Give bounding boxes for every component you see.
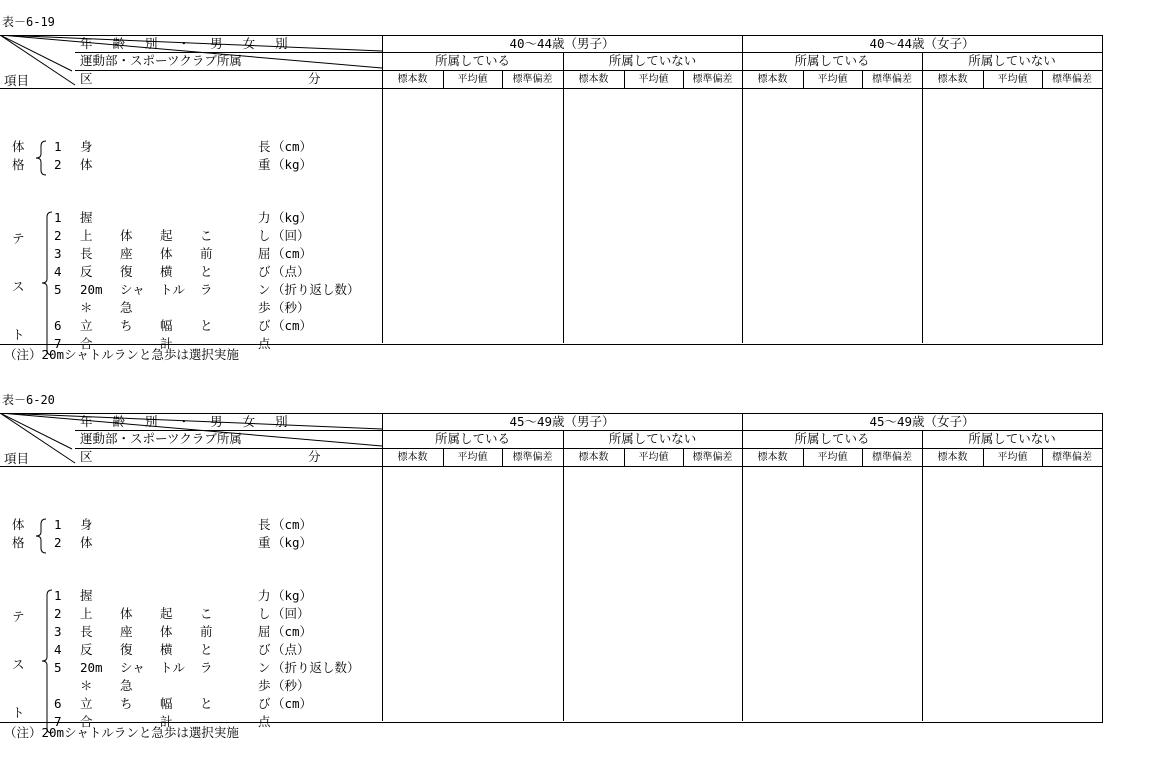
row-unit: （点） xyxy=(272,642,310,657)
header-rule xyxy=(0,88,1103,89)
row-number: 7 xyxy=(54,336,62,351)
row-item-name-char: 点 xyxy=(258,714,271,729)
row-item-name-char: こ xyxy=(200,228,213,243)
bracket-test-path xyxy=(42,590,52,733)
row-item-name-char: 上 xyxy=(80,606,93,621)
row-number: 6 xyxy=(54,318,62,333)
row-item-name-char: 重 xyxy=(258,157,271,172)
row-item-name-char: 屈 xyxy=(258,624,271,639)
row-unit: （kg） xyxy=(272,210,313,225)
table-block xyxy=(0,393,1103,748)
category-test-char: ス xyxy=(12,657,25,672)
column-header-mean: 平均値 xyxy=(457,452,488,463)
row-item-name-char: 長 xyxy=(80,624,93,639)
row-item-name-char: 体 xyxy=(80,535,93,550)
row-item-name-char: シャ xyxy=(120,282,145,297)
row-item-name-char: こ xyxy=(200,606,213,621)
row-item-name-char: 握 xyxy=(80,210,93,225)
row-item-name-char: び xyxy=(258,696,271,711)
category-body-char: 格 xyxy=(12,535,25,550)
row-item-name-char: ち xyxy=(120,318,133,333)
row-number: 6 xyxy=(54,696,62,711)
row-item-name-char: シャ xyxy=(120,660,145,675)
subheader-belong: 所属している xyxy=(434,431,510,446)
row-number: 1 xyxy=(54,588,62,603)
column-header-mean: 平均値 xyxy=(638,74,669,85)
group-header-male: 40～44歳（男子） xyxy=(509,36,615,51)
column-header-sd: 標準偏差 xyxy=(1052,452,1092,463)
column-header-mean: 平均値 xyxy=(638,452,669,463)
row-number: 2 xyxy=(54,228,62,243)
row-item-name-char: 力 xyxy=(258,588,271,603)
bracket-test xyxy=(40,589,54,734)
row-item-name-char: 20m xyxy=(80,660,103,675)
row-item-name-char: 握 xyxy=(80,588,93,603)
row-item-name-char: び xyxy=(258,318,271,333)
row-item-name-char: 合 xyxy=(80,714,93,729)
header-item: 項目 xyxy=(4,451,30,466)
row-item-name-char: 体 xyxy=(80,157,93,172)
column-rule xyxy=(563,52,564,343)
column-header-n: 標本数 xyxy=(578,452,609,463)
row-unit: （kg） xyxy=(272,157,313,172)
column-header-n: 標本数 xyxy=(757,74,788,85)
row-number: 3 xyxy=(54,246,62,261)
row-unit: （折り返し数） xyxy=(272,660,360,675)
row-unit: （cm） xyxy=(272,517,313,532)
row-item-name-char: 起 xyxy=(160,228,173,243)
category-test-char: ス xyxy=(12,279,25,294)
header-age-sex: 年 齢 別 ・ 男 女 別 xyxy=(80,414,288,429)
column-header-mean: 平均値 xyxy=(817,74,848,85)
row-item-name-char: と xyxy=(200,264,213,279)
column-header-sd: 標準偏差 xyxy=(1052,74,1092,85)
header-age-sex: 年 齢 別 ・ 男 女 別 xyxy=(80,36,288,51)
column-header-sd: 標準偏差 xyxy=(692,452,733,463)
row-item-name-char: 反 xyxy=(80,642,93,657)
category-test-char: ト xyxy=(12,327,25,342)
table-label: 表－6-20 xyxy=(2,393,55,407)
row-item-name-char: 座 xyxy=(120,246,133,261)
row-item-name-char: 身 xyxy=(80,517,93,532)
row-item-name-char: トル xyxy=(160,660,186,675)
header-rule xyxy=(75,70,1103,71)
row-item-name-char: し xyxy=(258,228,271,243)
row-item-name-char: 点 xyxy=(258,336,271,351)
row-item-name-char: 歩 xyxy=(258,678,271,693)
subheader-belong: 所属している xyxy=(794,53,870,68)
row-item-name-char: 幅 xyxy=(160,696,173,711)
row-item-name-char: 合 xyxy=(80,336,93,351)
header-club: 運動部・スポーツクラブ所属 xyxy=(80,53,242,68)
row-unit: （cm） xyxy=(272,696,313,711)
column-rule xyxy=(922,52,923,343)
row-unit: （kg） xyxy=(272,535,313,550)
row-item-name-char: 前 xyxy=(200,624,213,639)
header-ku: 区 xyxy=(80,449,93,464)
row-unit: （点） xyxy=(272,264,310,279)
bracket-body xyxy=(34,518,48,554)
bracket-body-path xyxy=(36,519,46,553)
category-body-char: 体 xyxy=(12,517,25,532)
column-header-n: 標本数 xyxy=(578,74,609,85)
column-header-mean: 平均値 xyxy=(457,74,488,85)
header-club: 運動部・スポーツクラブ所属 xyxy=(80,431,242,446)
column-header-mean: 平均値 xyxy=(997,452,1028,463)
subheader-belong: 所属している xyxy=(794,431,870,446)
row-item-name-char: トル xyxy=(160,282,186,297)
category-body-char: 格 xyxy=(12,157,25,172)
bracket-body xyxy=(34,140,48,176)
row-item-name-char: ン xyxy=(258,282,271,297)
row-number: 2 xyxy=(54,535,62,550)
row-item-name-char: 20m xyxy=(80,282,103,297)
footnote: （注）20mシャトルランと急歩は選択実施 xyxy=(4,347,239,362)
row-item-name-char: ン xyxy=(258,660,271,675)
subheader-not-belong: 所属していない xyxy=(608,53,697,68)
category-body-char: 体 xyxy=(12,139,25,154)
table-block xyxy=(0,15,1103,370)
subheader-not-belong: 所属していない xyxy=(608,431,697,446)
group-header-female: 40～44歳（女子） xyxy=(869,36,975,51)
category-test-char: ト xyxy=(12,705,25,720)
column-header-sd: 標準偏差 xyxy=(512,452,553,463)
row-item-name-char: ＊ xyxy=(80,300,93,315)
row-item-name-char: 横 xyxy=(160,642,173,657)
row-unit: （cm） xyxy=(272,318,313,333)
row-item-name-char: 急 xyxy=(120,300,133,315)
row-item-name-char: 歩 xyxy=(258,300,271,315)
row-number: 2 xyxy=(54,157,62,172)
column-header-sd: 標準偏差 xyxy=(872,452,912,463)
row-item-name-char: 重 xyxy=(258,535,271,550)
row-number: 2 xyxy=(54,606,62,621)
row-unit: （秒） xyxy=(272,678,310,693)
row-item-name-char: 上 xyxy=(80,228,93,243)
header-bun: 分 xyxy=(308,449,321,464)
row-item-name-char: と xyxy=(200,696,213,711)
row-item-name-char: と xyxy=(200,318,213,333)
row-number: 5 xyxy=(54,660,62,675)
bracket-body-path xyxy=(36,141,46,175)
column-header-n: 標本数 xyxy=(397,452,428,463)
row-number: 7 xyxy=(54,714,62,729)
category-test-char: テ xyxy=(12,231,25,246)
row-item-name-char: 復 xyxy=(120,642,133,657)
subheader-belong: 所属している xyxy=(434,53,510,68)
row-item-name-char: ＊ xyxy=(80,678,93,693)
row-unit: （秒） xyxy=(272,300,310,315)
row-item-name-char: ラ xyxy=(200,660,213,675)
bracket-test-path xyxy=(42,212,52,355)
row-unit: （cm） xyxy=(272,246,313,261)
row-number: 4 xyxy=(54,642,62,657)
row-item-name-char: と xyxy=(200,642,213,657)
column-header-n: 標本数 xyxy=(937,74,968,85)
row-item-name-char: 立 xyxy=(80,696,93,711)
row-number: 1 xyxy=(54,210,62,225)
header-item: 項目 xyxy=(4,73,30,88)
row-item-name-char: 体 xyxy=(120,606,133,621)
column-rule xyxy=(922,430,923,721)
row-item-name-char: 体 xyxy=(160,624,173,639)
header-ku: 区 xyxy=(80,71,93,86)
row-item-name-char: し xyxy=(258,606,271,621)
table-label: 表－6-19 xyxy=(2,15,55,29)
row-item-name-char: 長 xyxy=(258,139,271,154)
column-header-mean: 平均値 xyxy=(997,74,1028,85)
row-item-name-char: 計 xyxy=(160,714,173,729)
row-item-name-char: 体 xyxy=(160,246,173,261)
column-header-sd: 標準偏差 xyxy=(692,74,733,85)
column-header-n: 標本数 xyxy=(397,74,428,85)
row-item-name-char: 横 xyxy=(160,264,173,279)
row-number: 1 xyxy=(54,517,62,532)
row-item-name-char: 起 xyxy=(160,606,173,621)
row-item-name-char: 体 xyxy=(120,228,133,243)
row-unit: （回） xyxy=(272,606,310,621)
row-item-name-char: 反 xyxy=(80,264,93,279)
row-number: 5 xyxy=(54,282,62,297)
row-item-name-char: 屈 xyxy=(258,246,271,261)
row-item-name-char: 長 xyxy=(258,517,271,532)
header-rule xyxy=(75,448,1103,449)
column-header-mean: 平均値 xyxy=(817,452,848,463)
row-item-name-char: 前 xyxy=(200,246,213,261)
header-rule xyxy=(0,466,1103,467)
row-item-name-char: 復 xyxy=(120,264,133,279)
row-item-name-char: び xyxy=(258,264,271,279)
subheader-not-belong: 所属していない xyxy=(968,53,1056,68)
row-unit: （cm） xyxy=(272,139,313,154)
column-header-n: 標本数 xyxy=(937,452,968,463)
column-header-sd: 標準偏差 xyxy=(872,74,912,85)
row-unit: （kg） xyxy=(272,588,313,603)
row-item-name-char: 計 xyxy=(160,336,173,351)
row-item-name-char: 急 xyxy=(120,678,133,693)
footnote: （注）20mシャトルランと急歩は選択実施 xyxy=(4,725,239,740)
row-item-name-char: び xyxy=(258,642,271,657)
row-unit: （cm） xyxy=(272,624,313,639)
row-unit: （回） xyxy=(272,228,310,243)
row-item-name-char: 身 xyxy=(80,139,93,154)
row-unit: （折り返し数） xyxy=(272,282,360,297)
column-rule xyxy=(563,430,564,721)
row-number: 1 xyxy=(54,139,62,154)
header-bun: 分 xyxy=(308,71,321,86)
row-number: 4 xyxy=(54,264,62,279)
row-item-name-char: ラ xyxy=(200,282,213,297)
subheader-not-belong: 所属していない xyxy=(968,431,1056,446)
column-header-n: 標本数 xyxy=(757,452,788,463)
category-test-char: テ xyxy=(12,609,25,624)
row-item-name-char: 座 xyxy=(120,624,133,639)
row-item-name-char: 力 xyxy=(258,210,271,225)
bracket-test xyxy=(40,211,54,356)
row-item-name-char: 立 xyxy=(80,318,93,333)
row-item-name-char: ち xyxy=(120,696,133,711)
row-item-name-char: 長 xyxy=(80,246,93,261)
row-item-name-char: 幅 xyxy=(160,318,173,333)
group-header-male: 45～49歳（男子） xyxy=(509,414,615,429)
row-number: 3 xyxy=(54,624,62,639)
group-header-female: 45～49歳（女子） xyxy=(869,414,975,429)
column-header-sd: 標準偏差 xyxy=(512,74,553,85)
